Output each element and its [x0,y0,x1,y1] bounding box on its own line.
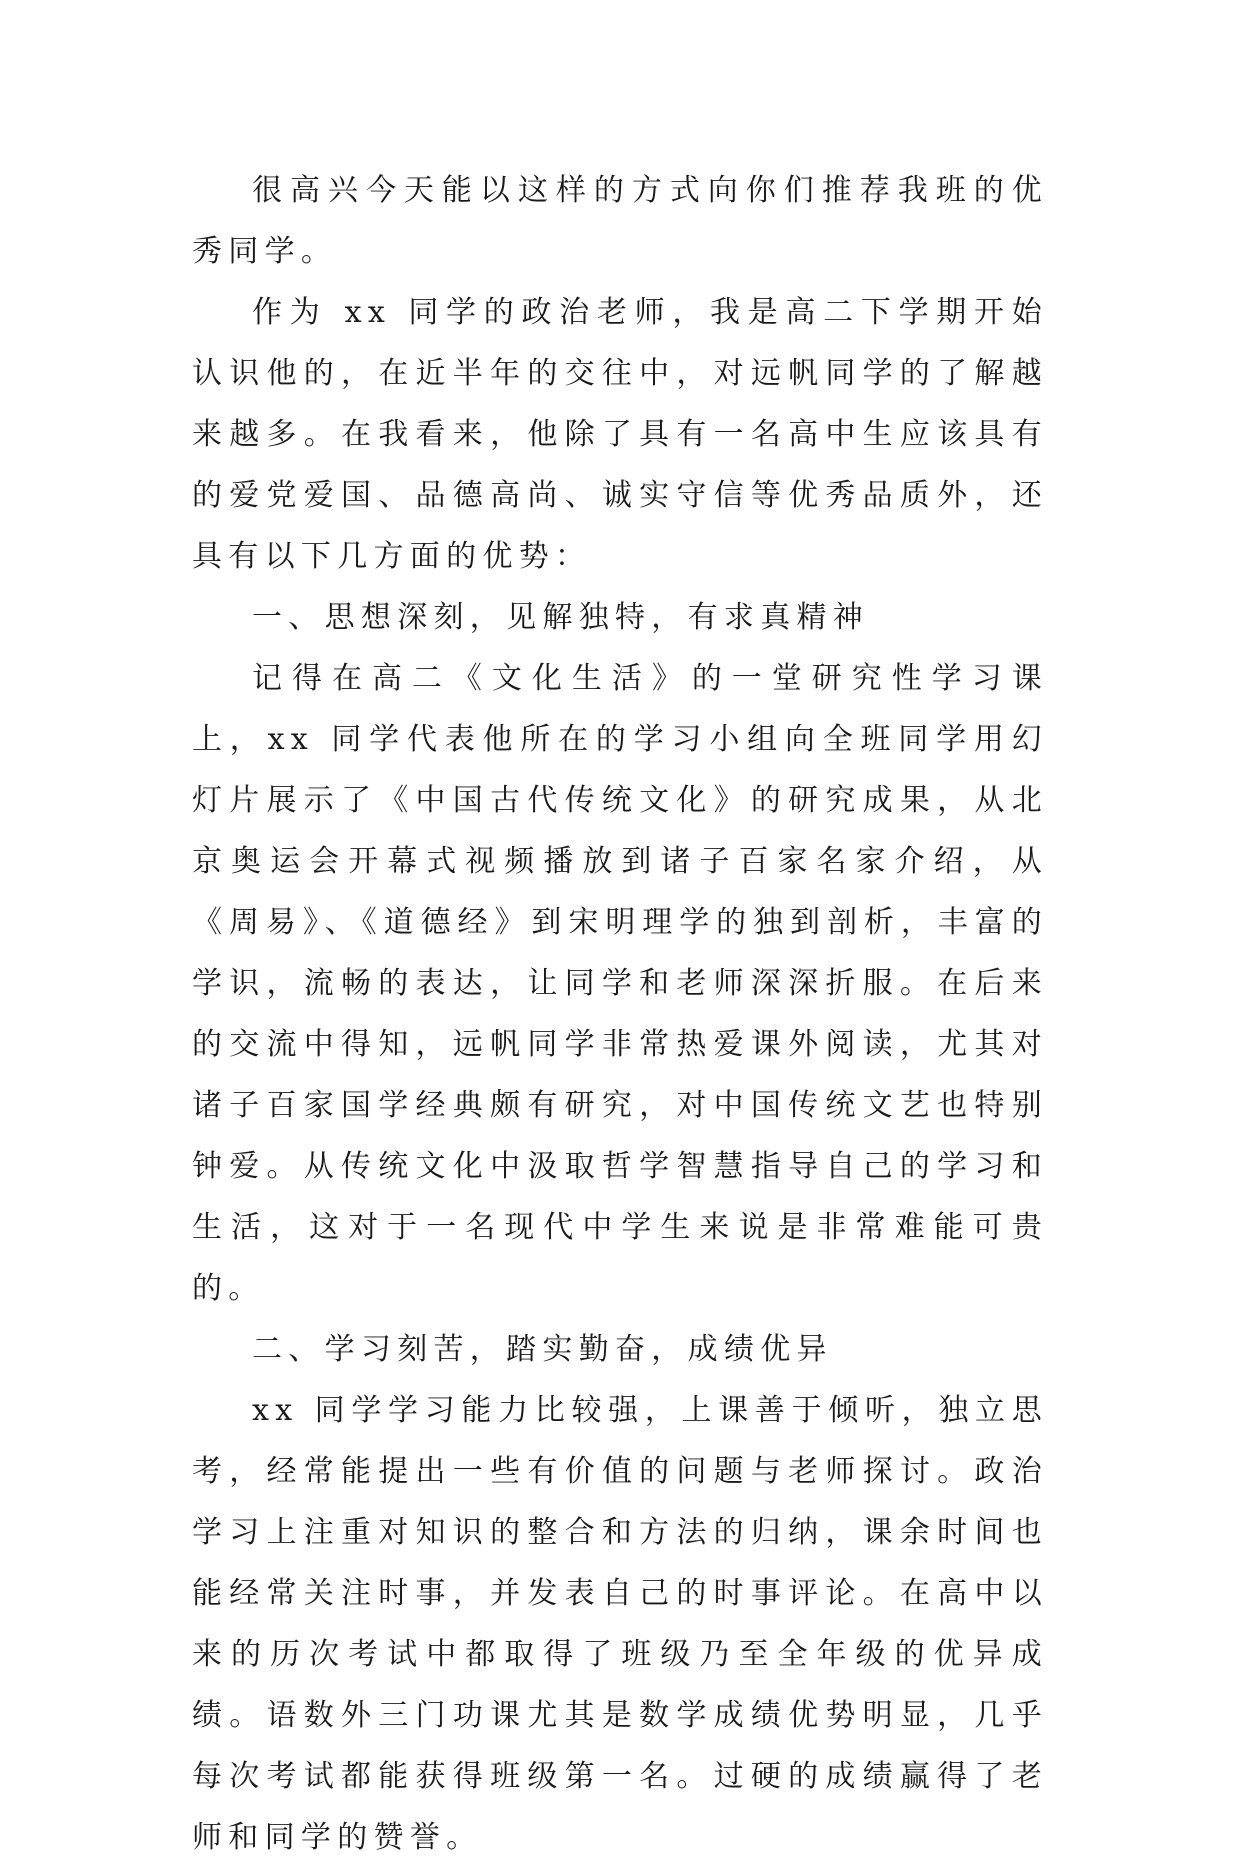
introduction-paragraph: 作为 xx 同学的政治老师，我是高二下学期开始认识他的，在近半年的交往中，对远帆同学的了解越来越多。在我看来，他除了具有一名高中生应该具有的爱党爱国、品德高尚、诚实守信等优秀品质外，还具有以下几方面的优势： [192,295,1048,574]
section-heading-2: 二、学习刻苦，踏实勤奋，成绩优异 [252,1332,833,1367]
section-heading-1: 一、思想深刻，见解独特，有求真精神 [252,600,870,635]
document-body [192,160,1048,1868]
section-1-paragraph: 记得在高二《文化生活》的一堂研究性学习课上，xx 同学代表他所在的学习小组向全班同学用幻灯片展示了《中国古代传统文化》的研究成果，从北京奥运会开幕式视频播放到诸子百家名家介绍，从《周易》、《道德经》到宋明理学的独到剖析，丰富的学识，流畅的表达，让同学和老师深深折服。在后来的交流中得知，远帆同学非常热爱课外阅读，尤其对诸子百家国学经典颇有研究，对中国传统文艺也特别钟爱。从传统文化中汲取哲学智慧指导自己的学习和生活，这对于一名现代中学生来说是非常难能可贵的。 [192,661,1048,1306]
opening-paragraph: 很高兴今天能以这样的方式向你们推荐我班的优秀同学。 [192,173,1048,269]
section-2-paragraph: xx 同学学习能力比较强，上课善于倾听，独立思考，经常能提出一些有价值的问题与老师探讨。政治学习上注重对知识的整合和方法的归纳，课余时间也能经常关注时事，并发表自己的时事评论。在高中以来的历次考试中都取得了班级乃至全年级的优异成绩。语数外三门功课尤其是数学成绩优势明显，几乎每次考试都能获得班级第一名。过硬的成绩赢得了老师和同学的赞誉。 [192,1393,1048,1855]
